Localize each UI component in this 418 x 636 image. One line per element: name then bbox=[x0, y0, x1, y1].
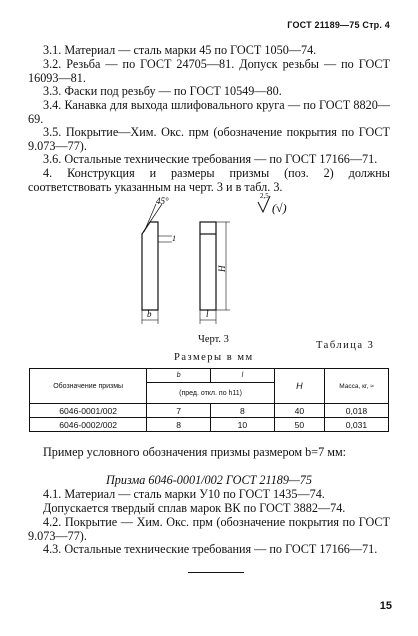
cell-designation: 6046-0001/002 bbox=[30, 404, 147, 418]
table-label: Таблица 3 bbox=[316, 340, 375, 351]
paragraph-3-4: 3.4. Канавка для выхода шлифовального круга — по ГОСТ 8820—69. bbox=[28, 98, 390, 126]
cell-H: 40 bbox=[274, 404, 324, 418]
roughness-mark: (√) bbox=[272, 201, 287, 215]
cell-H: 50 bbox=[274, 418, 324, 432]
dim-1-label: 1 bbox=[172, 234, 176, 243]
th-mass: Масса, кг, ≈ bbox=[324, 369, 388, 404]
th-designation: Обозначение призмы bbox=[30, 369, 147, 404]
paragraph-3-6: 3.6. Остальные технические требования — по ГОСТ 17166—71. bbox=[43, 152, 378, 166]
page-number: 15 bbox=[379, 600, 392, 612]
paragraph-3-1: 3.1. Материал — сталь марки 45 по ГОСТ 1050—74. bbox=[43, 43, 317, 57]
prism-drawing bbox=[120, 192, 320, 332]
dim-l-label: l bbox=[206, 309, 209, 319]
th-l: l bbox=[211, 369, 275, 383]
paragraph-3-5: 3.5. Покрытие—Хим. Окс. прм (обозначение покрытия по ГОСТ 9.073—77). bbox=[28, 125, 390, 153]
example-designation: Призма 6046-0001/002 ГОСТ 21189—75 bbox=[106, 473, 312, 487]
table-title: Размеры в мм bbox=[174, 352, 254, 363]
gost-number: ГОСТ 21189—75 bbox=[287, 20, 360, 30]
paragraph-4-1: 4.1. Материал — сталь марки У10 по ГОСТ 1435—74. bbox=[43, 487, 325, 501]
prism-side-view bbox=[142, 222, 158, 310]
th-b: b bbox=[147, 369, 211, 383]
paragraph-4-2: 4.2. Покрытие — Хим. Окс. прм (обозначение покрытия по ГОСТ 9.073—77). bbox=[28, 515, 390, 543]
paragraph-4: 4. Конструкция и размеры призмы (поз. 2) должны соответствовать указанным на черт. 3 и в табл. 3. bbox=[28, 166, 390, 194]
paragraph-3-3: 3.3. Фаски под резьбу — по ГОСТ 10549—80. bbox=[43, 84, 282, 98]
end-rule bbox=[188, 572, 244, 573]
cell-l: 8 bbox=[211, 404, 275, 418]
drawing-caption: Черт. 3 bbox=[198, 334, 229, 345]
dimensions-table bbox=[29, 368, 389, 432]
dim-b-label: b bbox=[147, 309, 152, 319]
dim-H-label: H bbox=[217, 265, 227, 272]
cell-b: 7 bbox=[147, 404, 211, 418]
prism-front-view bbox=[200, 222, 216, 310]
page-header bbox=[287, 20, 390, 30]
cell-mass: 0,031 bbox=[324, 418, 388, 432]
cell-b: 8 bbox=[147, 418, 211, 432]
paragraph-4-1b: Допускается твердый сплав марок ВК по ГОСТ 3882—74. bbox=[43, 501, 346, 515]
th-tolerance: (пред. откл. по h11) bbox=[147, 383, 275, 404]
cell-mass: 0,018 bbox=[324, 404, 388, 418]
roughness-value: 2,5 bbox=[260, 192, 269, 200]
cell-designation: 6046-0002/002 bbox=[30, 418, 147, 432]
paragraph-3-2: 3.2. Резьба — по ГОСТ 24705—81. Допуск резьбы — по ГОСТ 16093—81. bbox=[28, 57, 390, 85]
paragraph-4-3: 4.3. Остальные технические требования — по ГОСТ 17166—71. bbox=[43, 542, 378, 556]
table-row bbox=[30, 418, 389, 432]
page-indicator: Стр. 4 bbox=[362, 20, 390, 30]
th-H: H bbox=[274, 369, 324, 404]
table-row bbox=[30, 404, 389, 418]
example-text: Пример условного обозначения призмы размером b=7 мм: bbox=[43, 445, 347, 459]
cell-l: 10 bbox=[211, 418, 275, 432]
chamfer-angle-label: 45° bbox=[156, 196, 169, 206]
